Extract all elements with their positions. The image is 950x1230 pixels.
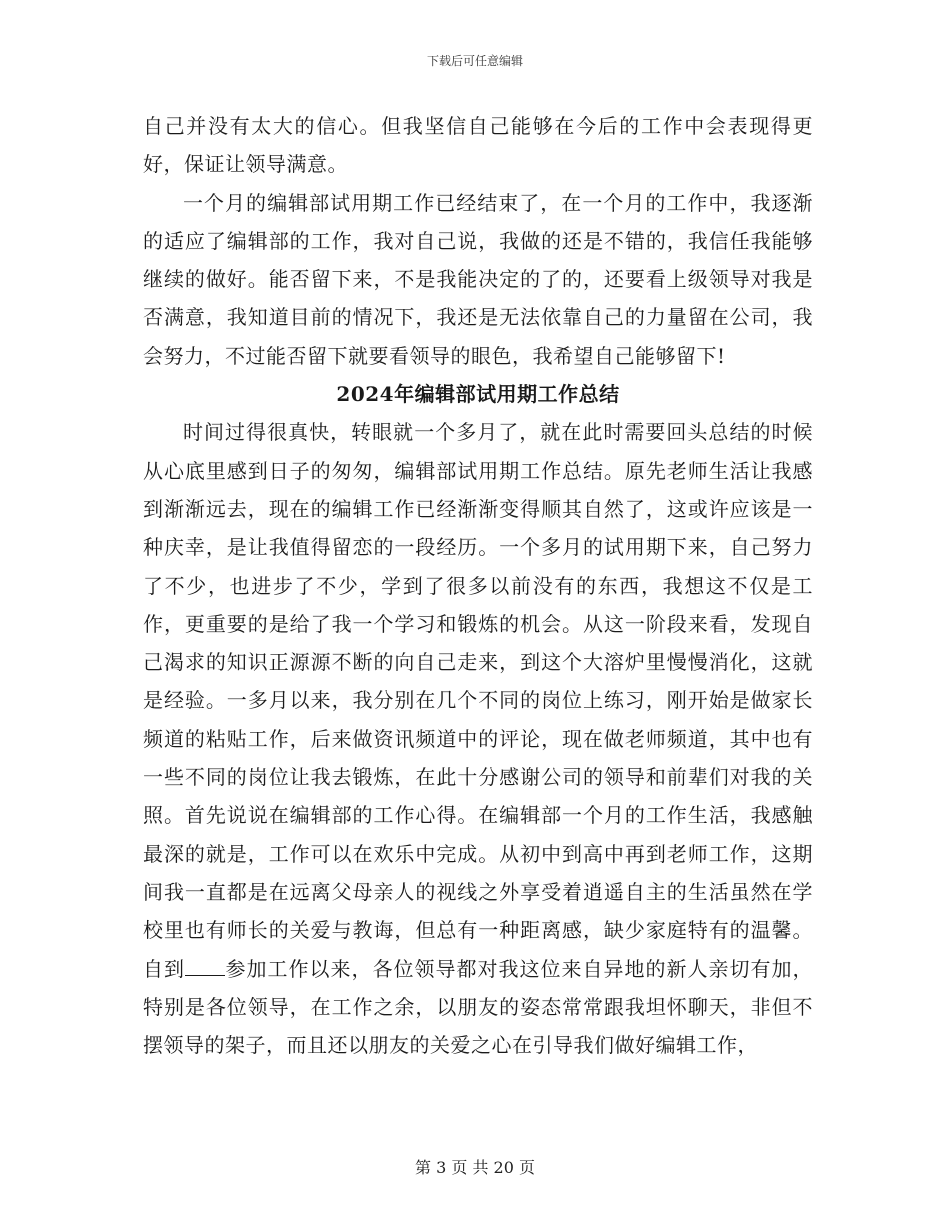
page-footer-number: 第 3 页 共 20 页 <box>415 1158 535 1177</box>
paragraph-continued: 自己并没有太大的信心。但我坚信自己能够在今后的工作中会表现得更好，保证让领导满意。 <box>143 114 813 177</box>
fill-in-blank <box>185 953 225 976</box>
document-body <box>143 107 813 1064</box>
page-header-note: 下载后可任意编辑 <box>426 54 523 68</box>
section-title: 2024年编辑部试用期工作总结 <box>336 382 620 407</box>
paragraph-probation-end: 一个月的编辑部试用期工作已经结束了，在一个月的工作中，我逐渐的适应了编辑部的工作，我对自己说，我做的还是不错的，我信任我能够继续的做好。能否留下来，不是我能决定的了的，还要看上级领导对我是否满意，我知道目前的情况下，我还是无法依靠自己的力量留在公司，我会努力，不过能否留下就要看领导的眼色，我希望自己能够留下! <box>143 190 813 368</box>
paragraph-summary <box>143 413 813 1064</box>
paragraph-summary-text-continued: 参加工作以来，各位领导都对我这位来自异地的新人亲切有加，特别是各位领导，在工作之余，以朋友的姿态常常跟我坦怀聊天，非但不摆领导的架子，而且还以朋友的关爱之心在引导我们做好编辑工作， <box>143 956 813 1058</box>
paragraph-summary-text: 时间过得很真快，转眼就一个多月了，就在此时需要回头总结的时候从心底里感到日子的匆匆，编辑部试用期工作总结。原先老师生活让我感到渐渐远去，现在的编辑工作已经渐渐变得顺其自然了，这或许应该是一种庆幸，是让我值得留恋的一段经历。一个多月的试用期下来，自己努力了不少，也进步了不少，学到了很多以前没有的东西，我想这不仅是工作，更重要的是给了我一个学习和锻炼的机会。从这一阶段来看，发现自己渴求的知识正源源不断的向自己走来，到这个大溶炉里慢慢消化，这就是经验。一多月以来，我分别在几个不同的岗位上练习，刚开始是做家长频道的粘贴工作，后来做资讯频道中的评论，现在做老师频道，其中也有一些不同的岗位让我去锻炼，在此十分感谢公司的领导和前辈们对我的关照。首先说说在编辑部的工作心得。在编辑部一个月的工作生活，我感触最深的就是，工作可以在欢乐中完成。从初中到高中再到老师工作，这期间我一直都是在远离父母亲人的视线之外享受着逍遥自主的生活虽然在学校里也有师长的关爱与教诲，但总有一种距离感，缺少家庭特有的温馨。自到 <box>143 420 813 981</box>
